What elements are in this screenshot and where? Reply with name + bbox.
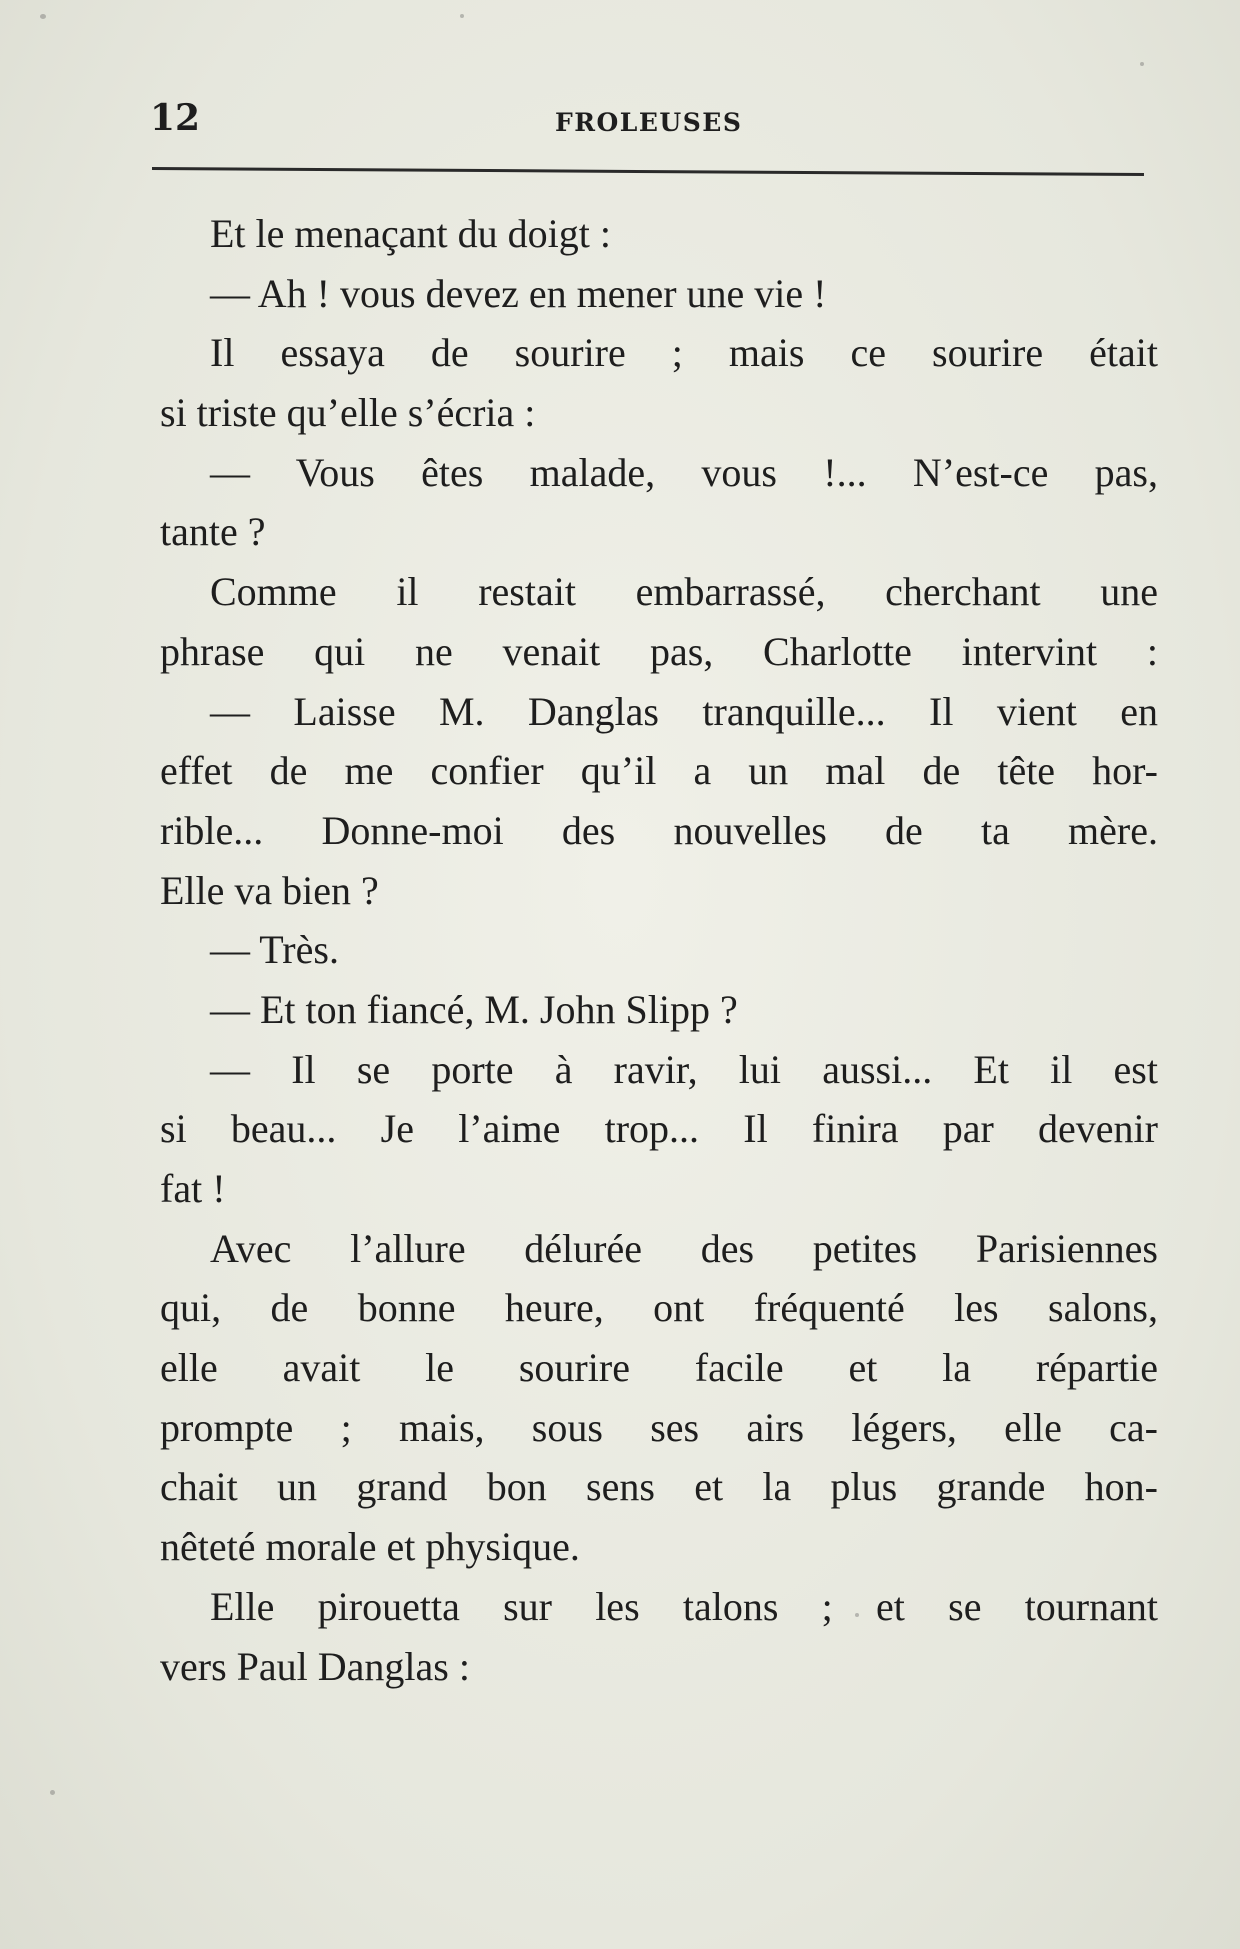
text-line: — Vous êtes malade, vous !... N’est-ce pas, (210, 449, 1158, 495)
text-line: — Laisse M. Danglas tranquille... Il vient en (210, 688, 1158, 734)
text-line: — Et ton fiancé, M. John Slipp ? (210, 986, 738, 1032)
text-line: tante ? (160, 509, 266, 555)
text-line: prompte ; mais, sous ses airs légers, elle ca- (160, 1404, 1158, 1450)
text-line: Elle va bien ? (160, 867, 379, 913)
print-speck (50, 1790, 55, 1795)
print-speck (460, 14, 464, 18)
text-line: Avec l’allure délurée des petites Parisiennes (210, 1225, 1158, 1271)
text-line: — Il se porte à ravir, lui aussi... Et il est (210, 1046, 1158, 1092)
text-line: fat ! (160, 1166, 226, 1211)
text-line: phrase qui ne venait pas, Charlotte intervint : (160, 628, 1158, 674)
text-line: chait un grand bon sens et la plus grande hon- (160, 1464, 1158, 1510)
text-line: — Très. (210, 927, 339, 973)
page-number: 12 (150, 97, 201, 139)
running-title: FROLEUSES (555, 108, 743, 137)
page-header (150, 98, 1146, 148)
body-text (160, 204, 1158, 1696)
text-line: — Ah ! vous devez en mener une vie ! (210, 270, 827, 316)
text-line: Elle pirouetta sur les talons ; et se tournant (210, 1583, 1158, 1629)
text-line: Il essaya de sourire ; mais ce sourire était (210, 330, 1158, 376)
text-line: qui, de bonne heure, ont fréquenté les salons, (160, 1285, 1158, 1331)
text-line: Comme il restait embarrassé, cherchant une (210, 569, 1158, 615)
text-line: elle avait le sourire facile et la répartie (160, 1345, 1158, 1391)
text-line: effet de me confier qu’il a un mal de tête hor- (160, 748, 1158, 794)
text-line: si triste qu’elle s’écria : (160, 390, 536, 436)
header-rule (152, 167, 1144, 176)
text-line: Et le menaçant du doigt : (210, 211, 611, 256)
print-speck (40, 14, 46, 19)
text-line: rible... Donne-moi des nouvelles de ta mère. (160, 807, 1158, 853)
print-speck (855, 1613, 859, 1617)
print-speck (1140, 62, 1144, 66)
text-line: nêteté morale et physique. (160, 1524, 580, 1570)
text-line: vers Paul Danglas : (160, 1643, 470, 1689)
text-line: si beau... Je l’aime trop... Il finira par devenir (160, 1106, 1158, 1152)
